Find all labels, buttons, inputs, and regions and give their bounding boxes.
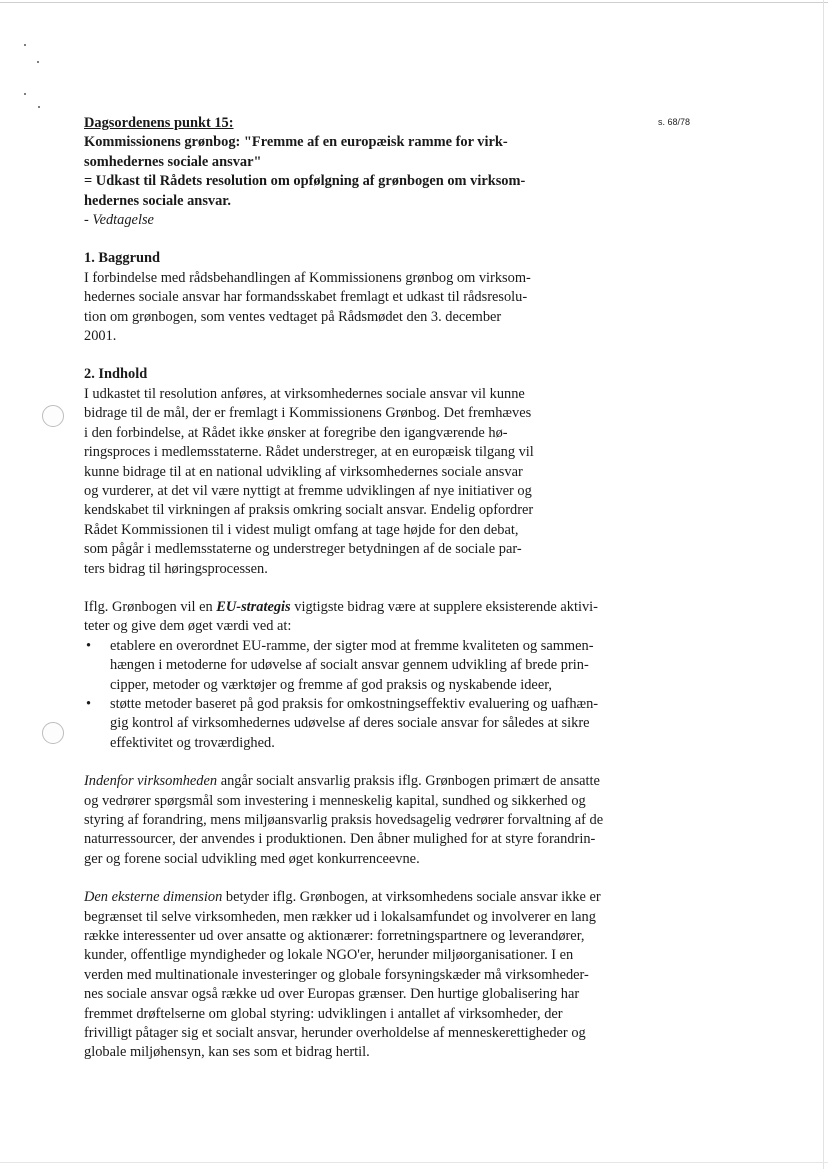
scan-edge-top <box>0 2 828 3</box>
spacer <box>84 346 684 365</box>
emphasis-eu-strategy: EU-strategis <box>216 598 291 615</box>
body-line: naturressourcer, der anvendes i produktionen. Den åbner mulighed for at styre forandrin- <box>84 831 596 848</box>
body-line: række interessenter ud over ansatte og aktionærer: forretningspartnere og leverandører, <box>84 928 585 945</box>
punch-hole <box>42 722 64 744</box>
body-line: begrænset til selve virksomheden, men rækker ud i lokalsamfundet og involverer en lang <box>84 908 596 925</box>
strategy-bullet-list <box>84 637 684 753</box>
title-line: somhedernes sociale ansvar" <box>84 153 262 170</box>
body-line: teter og give dem øget værdi ved at: <box>84 618 292 635</box>
internal-intro-line <box>84 772 684 791</box>
document-body <box>84 114 684 1063</box>
body-line: kunne bidrage til at en national udvikling af virksomhedernes sociale ansvar <box>84 463 523 480</box>
title-line: hedernes sociale ansvar. <box>84 192 231 209</box>
body-line: Rådet Kommissionen til i videst muligt omfang at tage højde for den debat, <box>84 521 519 538</box>
title-line: Kommissionens grønbog: "Fremme af en europæisk ramme for virk- <box>84 134 508 151</box>
body-line: som pågår i medlemsstaterne og understreger betydningen af de sociale par- <box>84 541 522 558</box>
strategy-intro-line <box>84 598 684 617</box>
scan-speck <box>38 106 40 108</box>
body-line: i den forbindelse, at Rådet ikke ønsker at foregribe den igangværende hø- <box>84 424 508 441</box>
body-line: ger og forene social udvikling med øget konkurrenceevne. <box>84 850 420 867</box>
body-line: effektivitet og troværdighed. <box>110 734 275 751</box>
scan-edge-bottom <box>0 1162 828 1163</box>
decision-status: - Vedtagelse <box>84 212 154 229</box>
section-title-indhold: 2. Indhold <box>84 366 148 383</box>
agenda-item-label: Dagsordenens punkt 15: <box>84 115 234 131</box>
spacer <box>84 753 684 772</box>
body-line: fremmet drøftelserne om global styring: udviklingen i antallet af virksomheder, der <box>84 1005 563 1022</box>
bullet-item <box>84 695 684 753</box>
section-title-baggrund: 1. Baggrund <box>84 250 160 267</box>
body-line: ters bidrag til høringsprocessen. <box>84 560 268 577</box>
body-line: kendskabet til virkningen af praksis omkring socialt ansvar. Endelig opfordrer <box>84 502 534 519</box>
spacer <box>84 230 684 249</box>
emphasis-external: Den eksterne dimension <box>84 889 223 906</box>
text-run: vigtigste bidrag være at supplere eksisterende aktivi- <box>290 598 598 615</box>
body-line: tion om grønbogen, som ventes vedtaget på Rådsmødet den 3. december <box>84 308 502 325</box>
spacer <box>84 869 684 888</box>
scan-speck <box>37 61 39 63</box>
body-line: kunder, offentlige myndigheder og lokale NGO'er, herunder miljøorganisationer. I en <box>84 947 574 964</box>
emphasis-internal: Indenfor virksomheden <box>84 773 218 790</box>
body-line: bidrage til de mål, der er fremlagt i Kommissionens Grønbog. Det fremhæves <box>84 405 532 422</box>
page-reference: s. 68/78 <box>658 117 691 127</box>
body-line: • støtte metoder baseret på god praksis for omkostningseffektiv evaluering og uafhæn- <box>110 695 599 712</box>
agenda-header <box>84 114 684 211</box>
body-line: cipper, metoder og værktøjer og fremme af god praksis og nyskabende ideer, <box>110 676 553 693</box>
scan-speck <box>24 93 26 95</box>
body-line: nes sociale ansvar også række ud over Europas grænser. Den hurtige globalisering har <box>84 986 580 1003</box>
body-line: styring af forandring, mens miljøansvarlig praksis hovedsagelig vedrører forvaltning af de <box>84 812 604 828</box>
body-line: I forbindelse med rådsbehandlingen af Kommissionens grønbog om virksom- <box>84 269 531 286</box>
body-line: I udkastet til resolution anføres, at virksomhedernes sociale ansvar vil kunne <box>84 385 525 402</box>
body-line: 2001. <box>84 328 117 345</box>
scan-edge-right <box>823 0 824 1169</box>
body-line: verden med multinationale investeringer og globale forsyningskæder må virksomheder- <box>84 966 589 983</box>
title-line: = Udkast til Rådets resolution om opfølgning af grønbogen om virksom- <box>84 173 526 190</box>
body-line: og vurderer, at det vil være nyttigt at fremme udviklingen af nye initiativer og <box>84 482 532 499</box>
body-line: hedernes sociale ansvar har formandsskabet fremlagt et udkast til rådsresolu- <box>84 289 528 306</box>
body-line: ringsproces i medlemsstaterne. Rådet understreger, at en europæisk tilgang vil <box>84 444 534 461</box>
punch-hole <box>42 405 64 427</box>
body-line: frivilligt påtager sig et socialt ansvar, herunder overholdelse af menneskerettigheder og <box>84 1025 586 1042</box>
body-line: gig kontrol af virksomhedernes udøvelse af deres sociale ansvar for således at sikre <box>110 715 590 732</box>
scan-speck <box>24 44 26 46</box>
text-run: angår socialt ansvarlig praksis iflg. Grønbogen primært de ansatte <box>217 773 600 790</box>
spacer <box>84 579 684 598</box>
body-line: og vedrører spørgsmål som investering i menneskelig kapital, sundhed og sikkerhed og <box>84 792 586 809</box>
body-line: hængen i metoderne for udøvelse af socialt ansvar gennem udvikling af brede prin- <box>110 657 589 674</box>
bullet-item <box>84 637 684 695</box>
body-line: • etablere en overordnet EU-ramme, der sigter mod at fremme kvaliteten og sammen- <box>110 637 594 654</box>
external-intro-line <box>84 888 684 907</box>
text-run: betyder iflg. Grønbogen, at virksomhedens sociale ansvar ikke er <box>222 889 601 906</box>
text-run: Iflg. Grønbogen vil en <box>84 598 217 615</box>
body-line: globale miljøhensyn, kan ses som et bidrag hertil. <box>84 1044 370 1061</box>
